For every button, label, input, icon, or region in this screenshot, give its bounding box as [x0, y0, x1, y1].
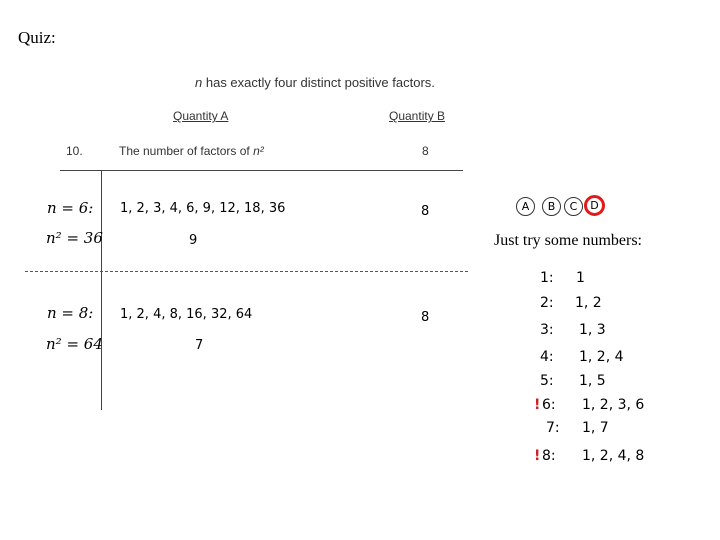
list-1-factors: 1: [576, 270, 585, 286]
choice-c[interactable]: C: [564, 197, 583, 216]
list-6-exclamation: !: [534, 397, 541, 413]
quantity-a-label: Quantity A: [173, 109, 229, 123]
case-1-n-squared: n² = 36: [46, 229, 103, 247]
case-2-n-squared: n² = 64: [46, 335, 103, 353]
case-2-quantity-b: 8: [421, 310, 430, 325]
quantity-a-math: n²: [253, 144, 264, 158]
case-divider: [25, 271, 468, 272]
list-8-exclamation: !: [534, 448, 541, 464]
list-6-n: 6:: [542, 397, 556, 413]
quantity-b-value: 8: [422, 144, 429, 158]
question-number: 10.: [66, 144, 83, 158]
choice-d-selected[interactable]: D: [584, 195, 605, 216]
list-5-n: 5:: [540, 373, 554, 389]
list-4-n: 4:: [540, 349, 554, 365]
choice-a[interactable]: A: [516, 197, 535, 216]
hint-text: Just try some numbers:: [494, 232, 642, 249]
case-1-factors: 1, 2, 3, 4, 6, 9, 12, 18, 36: [120, 201, 286, 216]
list-5-factors: 1, 5: [579, 373, 606, 389]
list-6-factors: 1, 2, 3, 6: [582, 397, 645, 413]
case-1-count: 9: [189, 233, 198, 248]
table-left-rule: [101, 170, 102, 410]
list-1-n: 1:: [540, 270, 554, 286]
list-8-n: 8:: [542, 448, 556, 464]
list-3-n: 3:: [540, 322, 554, 338]
quantity-a-text: [119, 144, 264, 158]
case-1-quantity-b: 8: [421, 204, 430, 219]
quantity-a-description: The number of factors of: [119, 144, 250, 158]
list-3-factors: 1, 3: [579, 322, 606, 338]
list-8-factors: 1, 2, 4, 8: [582, 448, 645, 464]
case-2-n: n = 8:: [47, 304, 94, 322]
premise-text: has exactly four distinct positive factors.: [205, 75, 435, 90]
case-2-factors: 1, 2, 4, 8, 16, 32, 64: [120, 307, 253, 322]
case-1-n: n = 6:: [47, 199, 94, 217]
premise-variable: n: [195, 75, 203, 90]
list-4-factors: 1, 2, 4: [579, 349, 624, 365]
table-top-rule: [60, 170, 463, 171]
question-premise: [195, 75, 435, 90]
choice-b[interactable]: B: [542, 197, 561, 216]
list-7-factors: 1, 7: [582, 420, 609, 436]
list-2-n: 2:: [540, 295, 554, 311]
quiz-title: Quiz:: [18, 28, 56, 47]
quantity-b-label: Quantity B: [389, 109, 446, 123]
list-2-factors: 1, 2: [575, 295, 602, 311]
case-2-count: 7: [195, 338, 204, 353]
list-7-n: 7:: [546, 420, 560, 436]
